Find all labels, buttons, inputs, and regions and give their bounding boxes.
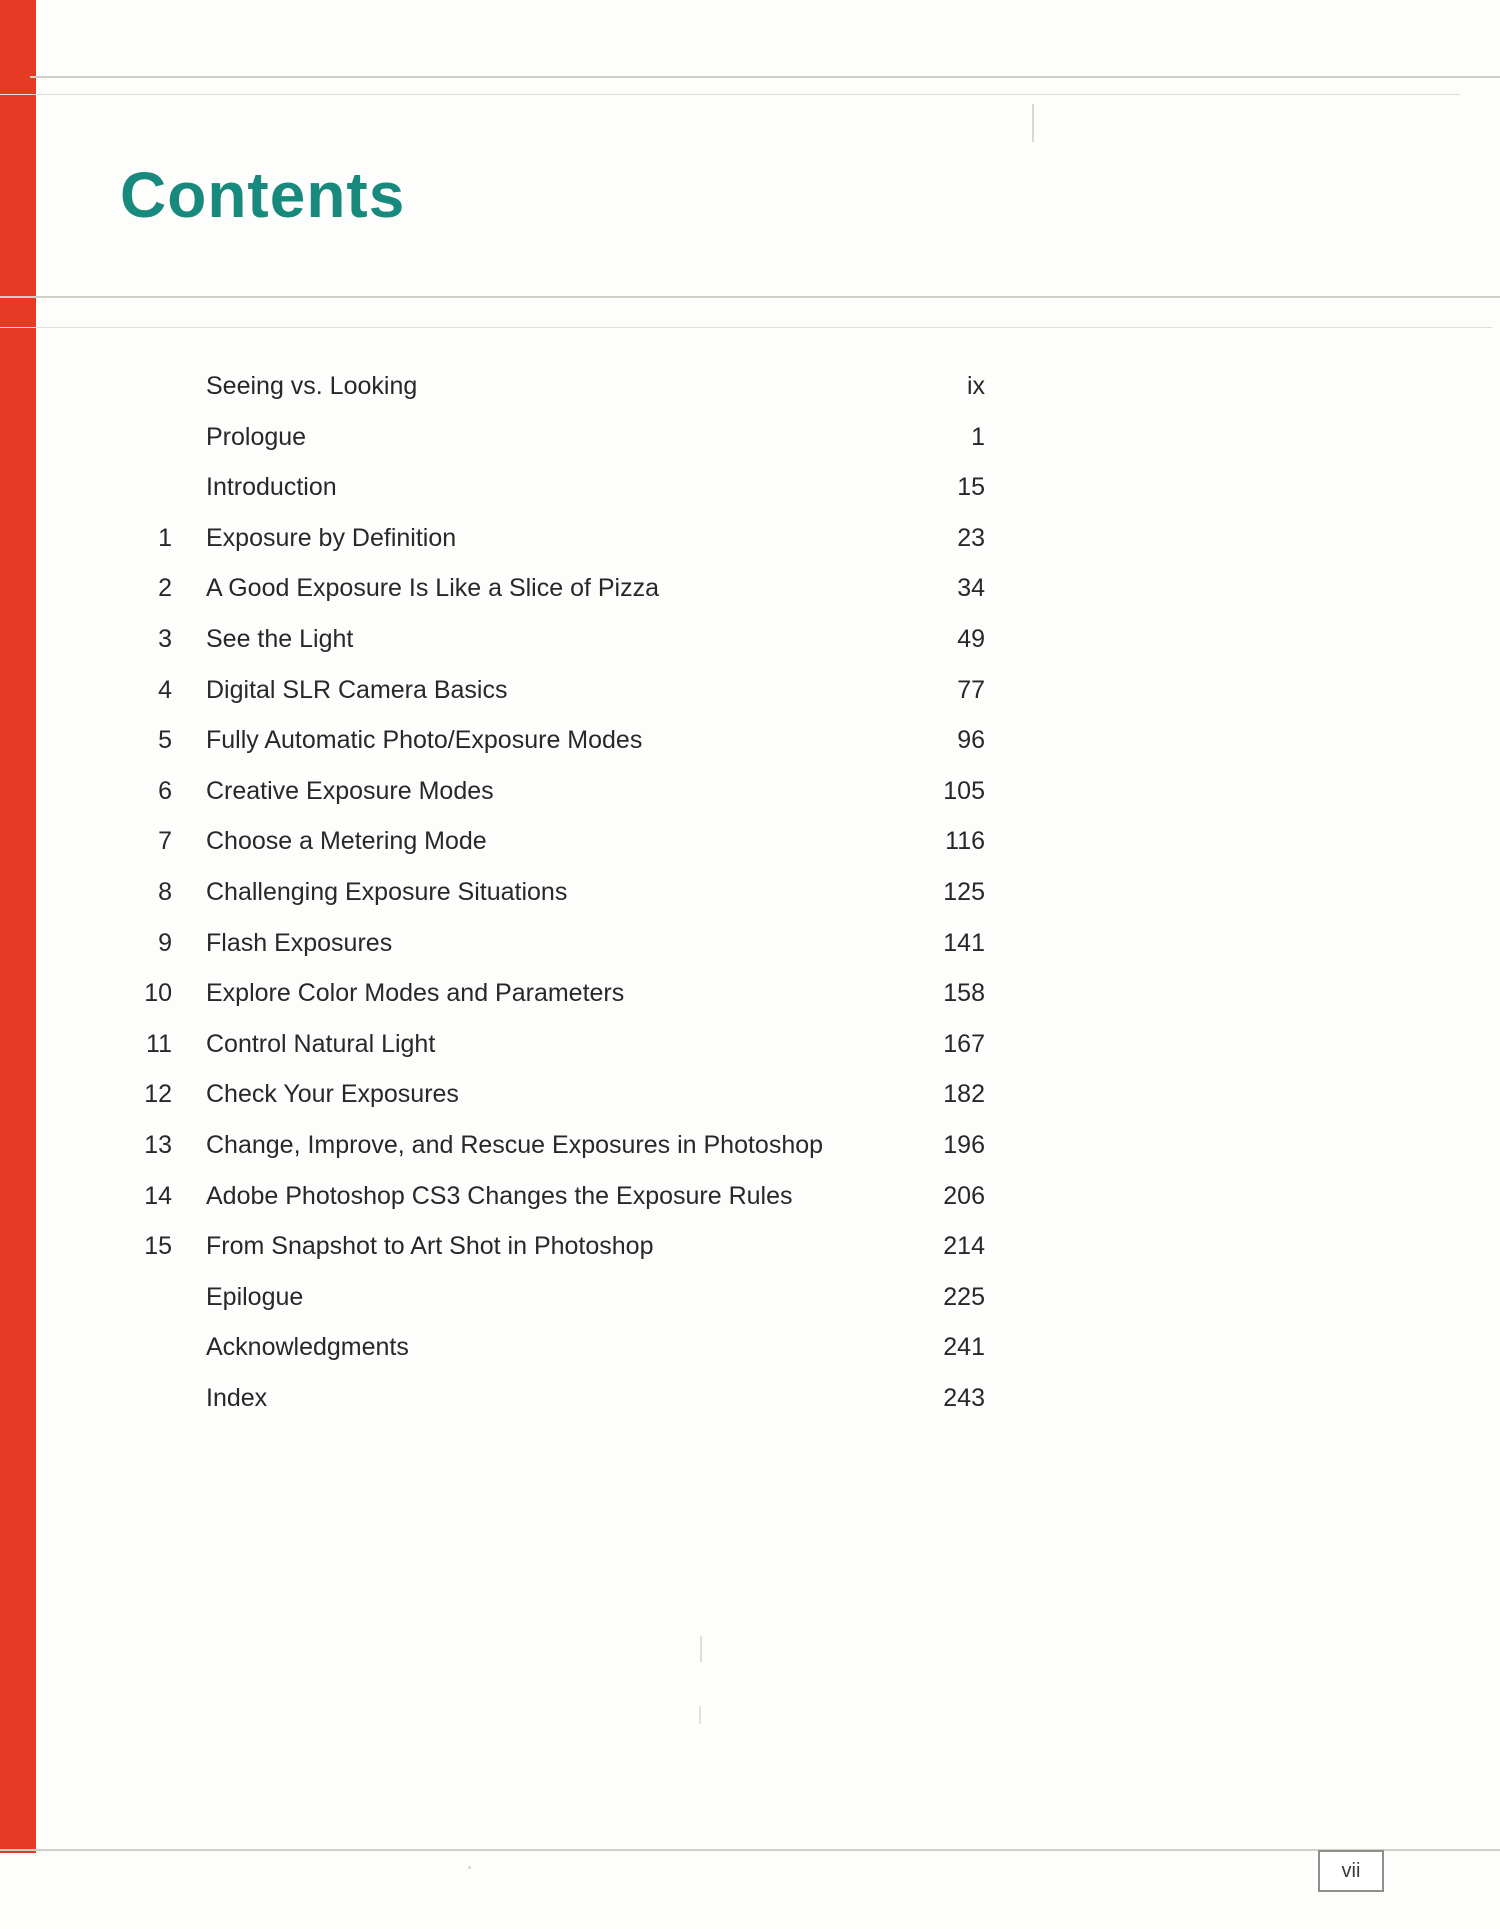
entry-page-number: 243 xyxy=(943,1383,985,1412)
toc-entry xyxy=(128,1232,985,1283)
entry-title: Flash Exposures xyxy=(206,928,393,957)
scan-artifact xyxy=(700,1636,702,1662)
entry-title: Challenging Exposure Situations xyxy=(206,877,568,906)
chapter-number: 10 xyxy=(144,979,172,1008)
entry-page-number: ix xyxy=(966,372,985,400)
chapter-number: 4 xyxy=(158,675,172,704)
scan-artifact xyxy=(699,1706,701,1724)
chapter-number: 14 xyxy=(144,1181,172,1210)
toc-entry xyxy=(128,1333,985,1384)
toc-entry xyxy=(128,1182,985,1233)
heading-rule xyxy=(0,296,1500,298)
chapter-number: 15 xyxy=(144,1232,172,1261)
entry-page-number: 167 xyxy=(943,1029,985,1058)
entry-title: Index xyxy=(206,1383,268,1412)
entry-page-number: 105 xyxy=(943,776,985,805)
chapter-number: 6 xyxy=(158,776,172,805)
entry-title: Choose a Metering Mode xyxy=(206,827,487,856)
toc-entry xyxy=(128,423,985,474)
entry-title: See the Light xyxy=(206,624,354,653)
entry-page-number: 214 xyxy=(943,1232,985,1261)
toc-entry xyxy=(128,1131,985,1182)
entry-page-number: 34 xyxy=(957,574,985,603)
chapter-number: 1 xyxy=(158,523,172,552)
entry-page-number: 1 xyxy=(971,422,985,451)
spine-red-strip xyxy=(0,0,36,1853)
entry-page-number: 49 xyxy=(957,624,985,653)
toc-entry xyxy=(128,372,985,423)
entry-page-number: 225 xyxy=(943,1282,985,1311)
entry-title: Creative Exposure Modes xyxy=(206,776,494,805)
chapter-number: 5 xyxy=(158,726,172,755)
entry-title: Fully Automatic Photo/Exposure Modes xyxy=(206,726,643,755)
entry-title: Introduction xyxy=(206,473,337,502)
toc-entry xyxy=(128,726,985,777)
chapter-number: 13 xyxy=(144,1130,172,1159)
entry-page-number: 96 xyxy=(957,726,985,755)
entry-title: Change, Improve, and Rescue Exposures in Photoshop xyxy=(206,1130,824,1159)
scan-artifact xyxy=(1032,104,1034,142)
entry-title: Check Your Exposures xyxy=(206,1080,459,1109)
entry-title: Seeing vs. Looking xyxy=(206,372,418,400)
entry-page-number: 141 xyxy=(943,928,985,957)
toc-entry xyxy=(128,1384,985,1435)
chapter-number: 11 xyxy=(146,1029,172,1058)
entry-page-number: 206 xyxy=(943,1181,985,1210)
toc-entry xyxy=(128,524,985,575)
toc-entry xyxy=(128,625,985,676)
entry-page-number: 77 xyxy=(957,675,985,704)
folio-page-number: vii xyxy=(1318,1850,1384,1892)
chapter-number: 2 xyxy=(158,574,172,603)
toc-entry xyxy=(128,777,985,828)
toc-list xyxy=(128,372,985,1434)
entry-page-number: 241 xyxy=(943,1333,985,1362)
page-title: Contents xyxy=(120,159,406,231)
entry-title: Digital SLR Camera Basics xyxy=(206,675,508,704)
toc-entry xyxy=(128,979,985,1030)
toc-entry xyxy=(128,827,985,878)
entry-title: Control Natural Light xyxy=(206,1029,436,1058)
toc-entry xyxy=(128,1283,985,1334)
entry-title: Acknowledgments xyxy=(206,1333,409,1362)
chapter-number: 8 xyxy=(158,877,172,906)
toc-entry xyxy=(128,878,985,929)
toc-entry xyxy=(128,473,985,524)
heading-rule-secondary xyxy=(0,327,1492,328)
toc-entry xyxy=(128,1030,985,1081)
entry-page-number: 196 xyxy=(943,1130,985,1159)
entry-title: From Snapshot to Art Shot in Photoshop xyxy=(206,1232,654,1261)
toc-entry xyxy=(128,574,985,625)
entry-title: Explore Color Modes and Parameters xyxy=(206,979,625,1008)
entry-title: A Good Exposure Is Like a Slice of Pizza xyxy=(206,574,660,603)
toc-entry xyxy=(128,676,985,727)
entry-title: Adobe Photoshop CS3 Changes the Exposure Rules xyxy=(206,1181,793,1210)
entry-page-number: 23 xyxy=(957,523,985,552)
entry-page-number: 158 xyxy=(943,979,985,1008)
top-rule-secondary xyxy=(0,94,1460,95)
chapter-number: 7 xyxy=(158,827,172,856)
entry-title: Epilogue xyxy=(206,1282,304,1311)
entry-title: Prologue xyxy=(206,422,307,451)
top-rule xyxy=(30,76,1500,78)
entry-page-number: 15 xyxy=(957,473,985,502)
toc-entry xyxy=(128,1080,985,1131)
entry-page-number: 116 xyxy=(945,827,985,856)
entry-title: Exposure by Definition xyxy=(206,523,457,552)
scan-artifact xyxy=(468,1866,471,1869)
entry-page-number: 125 xyxy=(943,877,985,906)
entry-page-number: 182 xyxy=(943,1080,985,1109)
chapter-number: 9 xyxy=(158,928,172,957)
chapter-number: 3 xyxy=(158,624,172,653)
chapter-number: 12 xyxy=(144,1080,172,1109)
footer-rule xyxy=(0,1849,1500,1851)
toc-entry xyxy=(128,929,985,980)
